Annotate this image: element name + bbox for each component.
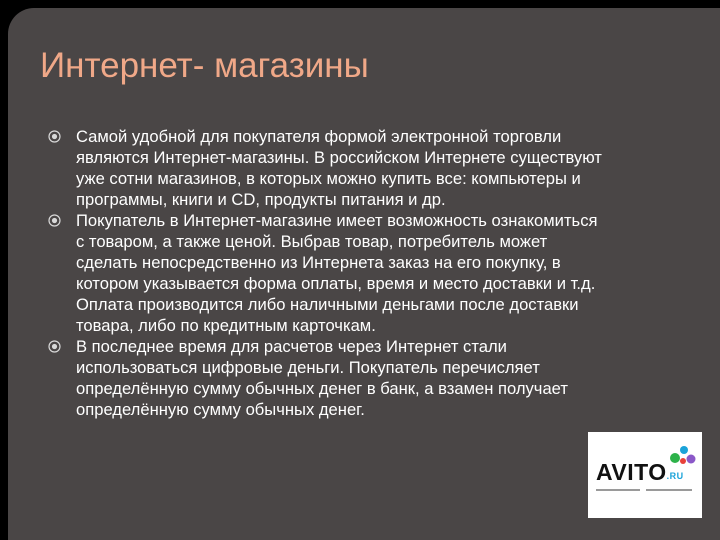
logo-word: AVITO bbox=[596, 459, 667, 485]
slide-title: Интернет- магазины bbox=[40, 46, 369, 85]
bullet-text: В последнее время для расчетов через Интернет стали использоваться цифровые деньги. Покупатель перечисляет определённую сумму обычных денег в банк, а взамен получает определённую сумму обычных денег. bbox=[76, 337, 568, 419]
bullet-list bbox=[48, 126, 608, 420]
logo-suffix: .RU bbox=[666, 471, 684, 481]
logo-tagline-graphic bbox=[596, 488, 696, 492]
bullet-item bbox=[48, 336, 608, 420]
avito-logo bbox=[588, 432, 702, 518]
bullet-text: Покупатель в Интернет-магазине имеет возможность ознакомиться с товаром, а также ценой. Выбрав товар, потребитель может сделать непосредственно из Интернета заказ на его покупку, в котором указывается форма оплаты, время и место доставки и т.д. Оплата производится либо наличными деньгами после доставки товара, либо по кредитным карточкам. bbox=[76, 211, 598, 335]
bullet-marker-icon bbox=[48, 340, 61, 353]
bullet-text: Самой удобной для покупателя формой электронной торговли являются Интернет-магазины. В российском Интернете существуют уже сотни магазинов, в которых можно купить все: компьютеры и программы, книги и CD, продукты питания и др. bbox=[76, 127, 602, 209]
bullet-item bbox=[48, 126, 608, 210]
bullet-marker-icon bbox=[48, 130, 61, 143]
bullet-item bbox=[48, 210, 608, 336]
logo-wordmark bbox=[596, 460, 684, 488]
bullet-marker-icon bbox=[48, 214, 61, 227]
